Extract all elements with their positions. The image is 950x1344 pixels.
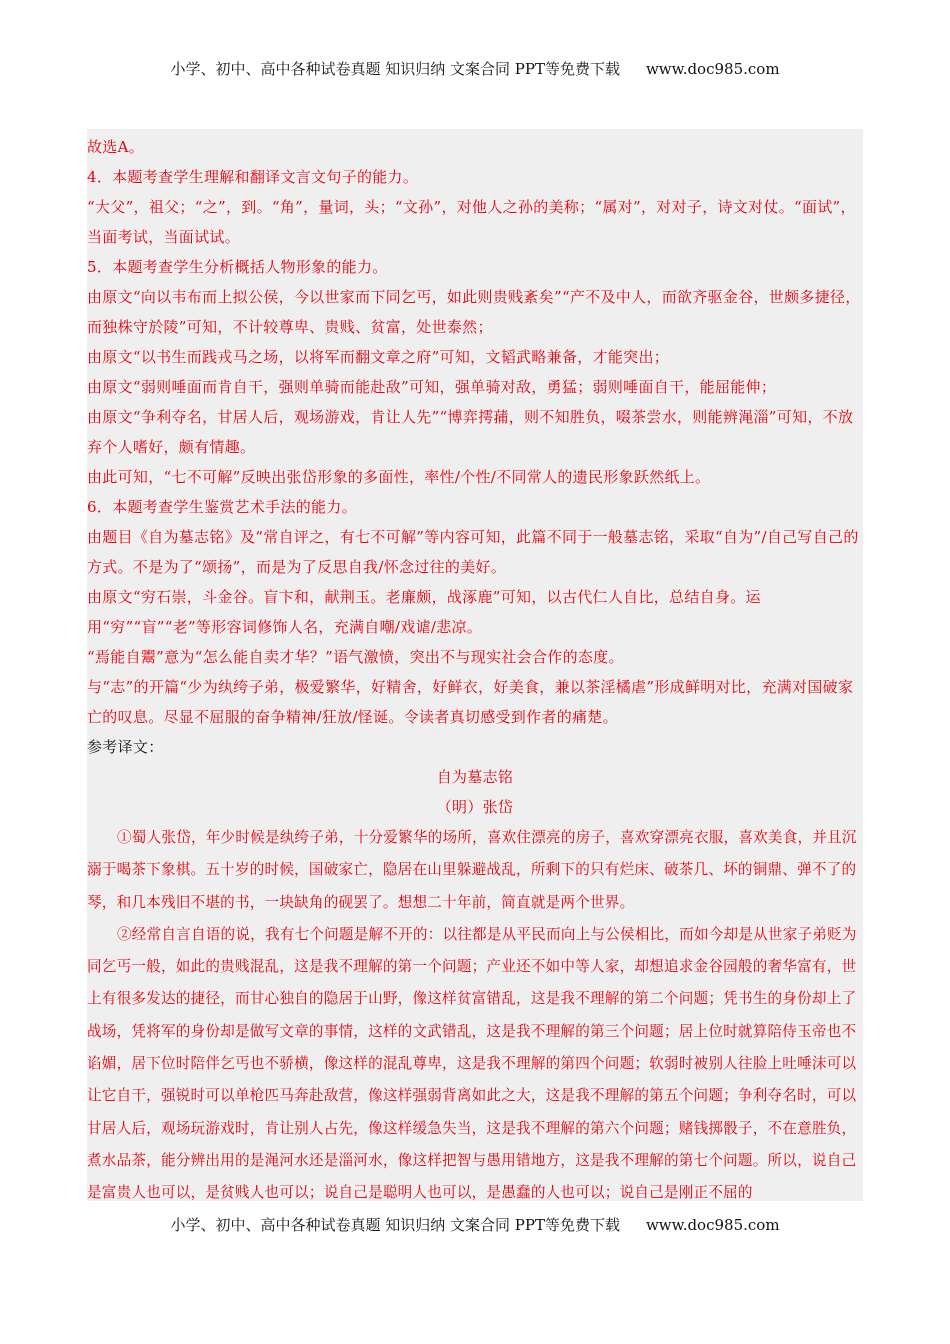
answer-paragraph: 由此可知，“七不可解”反映出张岱形象的多面性，率性/个性/不同常人的遗民形象跃然纸上。 [87,468,711,486]
answer-paragraph: 由原文“向以韦布而上拟公侯，今以世家而下同乞丐，如此则贵贱紊矣”“产不及中人，而欲齐驱金谷，世颇多捷径，而独株守於陵”可知，不计较尊卑、贵贱、贫富，处世泰然； [87,288,861,336]
header-text: 小学、初中、高中各种试卷真题 知识归纳 文案合同 PPT等免费下载 [170,60,620,78]
answer-paragraph: 与“志”的开篇“少为纨绔子弟，极爱繁华，好精舍，好鲜衣，好美食，兼以茶淫橘虐”形成鲜明对比，充满对国破家亡的叹息。尽显不屈服的奋争精神/狂放/怪诞。令读者真切感受到作者的痛楚。 [87,678,854,726]
answer-paragraph: “大父”，祖父；“之”，到。“角”，量词，头；“文孙”，对他人之孙的美称；“属对”，对对子，诗文对仗。“面试”，当面考试，当面试试。 [87,198,856,246]
translation-title: 自为墓志铭 [436,768,514,786]
translation-section [87,822,863,1201]
translation-paragraph: ①蜀人张岱，年少时候是纨绔子弟，十分爱繁华的场所，喜欢住漂亮的房子，喜欢穿漂亮衣服，喜欢美食，并且沉溺于喝茶下象棋。五十岁的时候，国破家亡，隐居在山里躲避战乱，所剩下的只有烂床、破茶几、坏的铜鼎、弹不了的琴，和几本残旧不堪的书，一块缺角的砚罢了。想想二十年前，简直就是两个世界。 [87,829,857,911]
footer-text: 小学、初中、高中各种试卷真题 知识归纳 文案合同 PPT等免费下载 [170,1216,620,1234]
answer-paragraph: 由题目《自为墓志铭》及“常自评之，有七不可解”等内容可知，此篇不同于一般墓志铭，采取“自为”/自己写自己的方式。不是为了“颂扬”，而是为了反思自我/怀念过往的美好。 [87,528,859,576]
answer-paragraph: 由原文“争利夺名，甘居人后，观场游戏，肯让人先”“博弈摴蒱，则不知胜负，啜茶尝水，则能辨渑淄”可知，不放弃个人嗜好，颇有情趣。 [87,408,854,456]
answer-section [87,132,863,762]
translation-paragraph: ②经常自言自语的说，我有七个问题是解不开的：以往都是从平民而向上与公侯相比，而如今却是从世家子弟贬为同乞丐一般，如此的贵贱混乱，这是我不理解的第一个问题；产业还不如中等人家，却想追求金谷园般的奢华富有，世上有很多发达的捷径，而甘心独自的隐居于山野，像这样贫富错乱，这是我不理解的第二个问题；凭书生的身份却上了战场，凭将军的身份却是做写文章的事情，这样的文武错乱，这是我不理解的第三个问题；居上位时就算陪侍玉帝也不谄媚，居下位时陪伴乞丐也不骄横，像这样的混乱尊卑，这是我不理解的第四个问题；软弱时被别人往脸上吐唾沫可以让它自干，强锐时可以单枪匹马奔赴敌营，像这样强弱背离如此之大，这是我不理解的第五个问题；争利夺名时，可以甘居人后，观场玩游戏时，肯让别人占先，像这样缓急失当，这是我不理解的第六个问题；赌钱掷骰子，不在意胜负，煮水品茶，能分辨出用的是渑河水还是淄河水，像这样把智与愚用错地方，这是我不理解的第七个问题。所以，说自己是富贵人也可以，是贫贱人也可以；说自己是聪明人也可以，是愚蠢的人也可以；说自己是刚正不屈的 [87,925,857,1201]
answer-paragraph: 参考译文： [87,738,164,756]
answer-paragraph: 4．本题考查学生理解和翻译文言文句子的能力。 [87,168,419,186]
footer-url: www.doc985.com [645,1216,780,1234]
answer-paragraph: 5．本题考查学生分析概括人物形象的能力。 [87,258,388,276]
page-header [0,58,950,79]
answer-paragraph: 故选A。 [87,138,145,156]
document-body [87,129,863,1201]
answer-paragraph: “焉能自鬻”意为“怎么能自卖才华？”语气激愤，突出不与现实社会合作的态度。 [87,648,624,666]
answer-paragraph: 由原文“穷石崇，斗金谷。盲卞和，献荆玉。老廉颇，战涿鹿”可知，以古代仁人自比，总结自身。运用“穷”“盲”“老”等形容词修饰人名，充满自嘲/戏谑/悲凉。 [87,588,761,636]
translation-author: （明）张岱 [436,798,514,816]
answer-paragraph: 6．本题考查学生鉴赏艺术手法的能力。 [87,498,357,516]
header-url: www.doc985.com [645,60,780,78]
answer-paragraph: 由原文“以书生而践戎马之场，以将军而翻文章之府”可知，文韬武略兼备，才能突出； [87,348,670,366]
answer-paragraph: 由原文“弱则唾面而肯自干，强则单骑而能赴敌”可知，强单骑对敌，勇猛；弱则唾面自干，能屈能伸； [87,378,777,396]
page-footer [0,1214,950,1235]
